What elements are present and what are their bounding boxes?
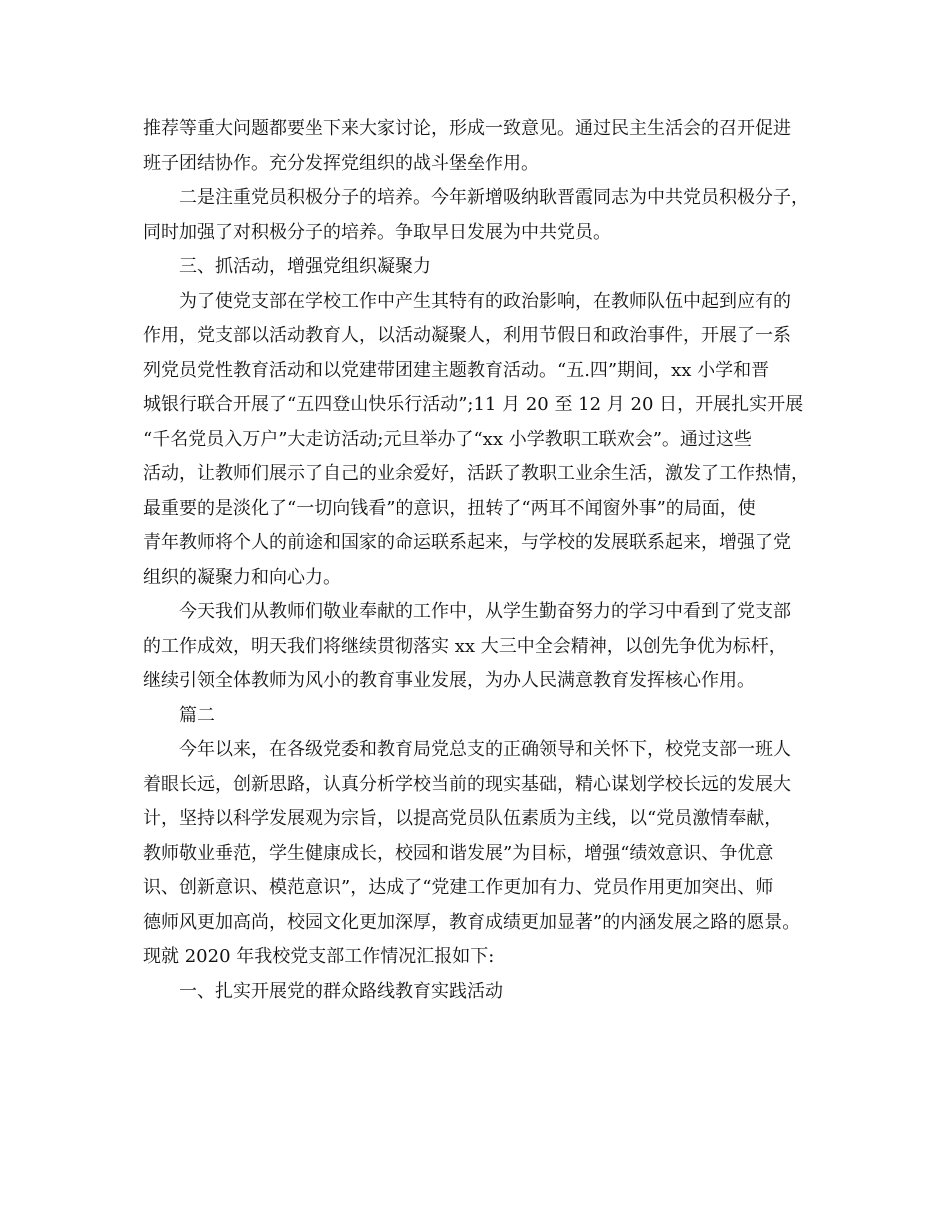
text-line: “千名党员入万户”大走访活动;元旦举办了“xx 小学教职工联欢会”。通过这些	[143, 428, 752, 450]
section-heading: 三、抓活动，增强党组织凝聚力	[179, 256, 431, 277]
text-line: 现就 2020 年我校党支部工作情况汇报如下:	[143, 946, 495, 967]
document-body	[143, 112, 813, 1009]
text-line: 计，坚持以科学发展观为宗旨，以提高党员队伍素质为主线，以“党员激情奉献，	[143, 808, 783, 829]
text-line: 德师风更加高尚，校园文化更加深厚，教育成绩更加显著”的内涵发展之路的愿景。	[143, 911, 801, 933]
text-line: 今天我们从教师们敬业奉献的工作中，从学生勤奋努力的学习中看到了党支部	[179, 601, 791, 622]
text-line: 着眼长远，创新思路，认真分析学校当前的现实基础，精心谋划学校长远的发展大	[143, 773, 791, 795]
text-line: 最重要的是淡化了“一切向钱看”的意识，扭转了“两耳不闻窗外事”的局面，使	[143, 497, 756, 519]
text-line: 识、创新意识、模范意识”，达成了“党建工作更加有力、党员作用更加突出、师	[143, 877, 774, 898]
text-line: 的工作成效，明天我们将继续贯彻落实 xx 大三中全会精神，以创先争优为标杆，	[143, 635, 787, 657]
text-line: 今年以来，在各级党委和教育局党总支的正确领导和关怀下，校党支部一班人	[179, 739, 791, 760]
section-heading: 篇二	[179, 704, 215, 726]
text-line: 组织的凝聚力和向心力。	[143, 566, 341, 588]
text-line: 推荐等重大问题都要坐下来大家讨论，形成一致意见。通过民主生活会的召开促进	[143, 118, 791, 139]
text-line: 二是注重党员积极分子的培养。今年新增吸纳耿晋霞同志为中共党员积极分子，	[179, 187, 809, 208]
text-line: 同时加强了对积极分子的培养。争取早日发展为中共党员。	[143, 221, 611, 243]
text-line: 继续引领全体教师为风小的教育事业发展，为办人民满意教育发挥核心作用。	[143, 670, 755, 691]
text-line: 作用，党支部以活动教育人，以活动凝聚人，利用节假日和政治事件，开展了一系	[143, 325, 791, 346]
text-line: 教师敬业垂范，学生健康成长，校园和谐发展”为目标，增强“绩效意识、争优意	[143, 842, 774, 864]
text-line: 列党员党性教育活动和以党建带团建主题教育活动。“五.四”期间，xx 小学和晋	[143, 359, 770, 381]
text-line: 活动，让教师们展示了自己的业余爱好，活跃了教职工业余生活，激发了工作热情，	[143, 463, 809, 484]
text-line: 城银行联合开展了“五四登山快乐行活动”;11 月 20 至 12 月 20 日，开展扎实开展	[143, 394, 804, 415]
text-line: 为了使党支部在学校工作中产生其特有的政治影响，在教师队伍中起到应有的	[179, 290, 791, 312]
text-line: 青年教师将个人的前途和国家的命运联系起来，与学校的发展联系起来，增强了党	[143, 532, 791, 553]
text-line: 班子团结协作。充分发挥党组织的战斗堡垒作用。	[143, 152, 539, 174]
section-heading: 一、扎实开展党的群众路线教育实践活动	[179, 980, 503, 1002]
